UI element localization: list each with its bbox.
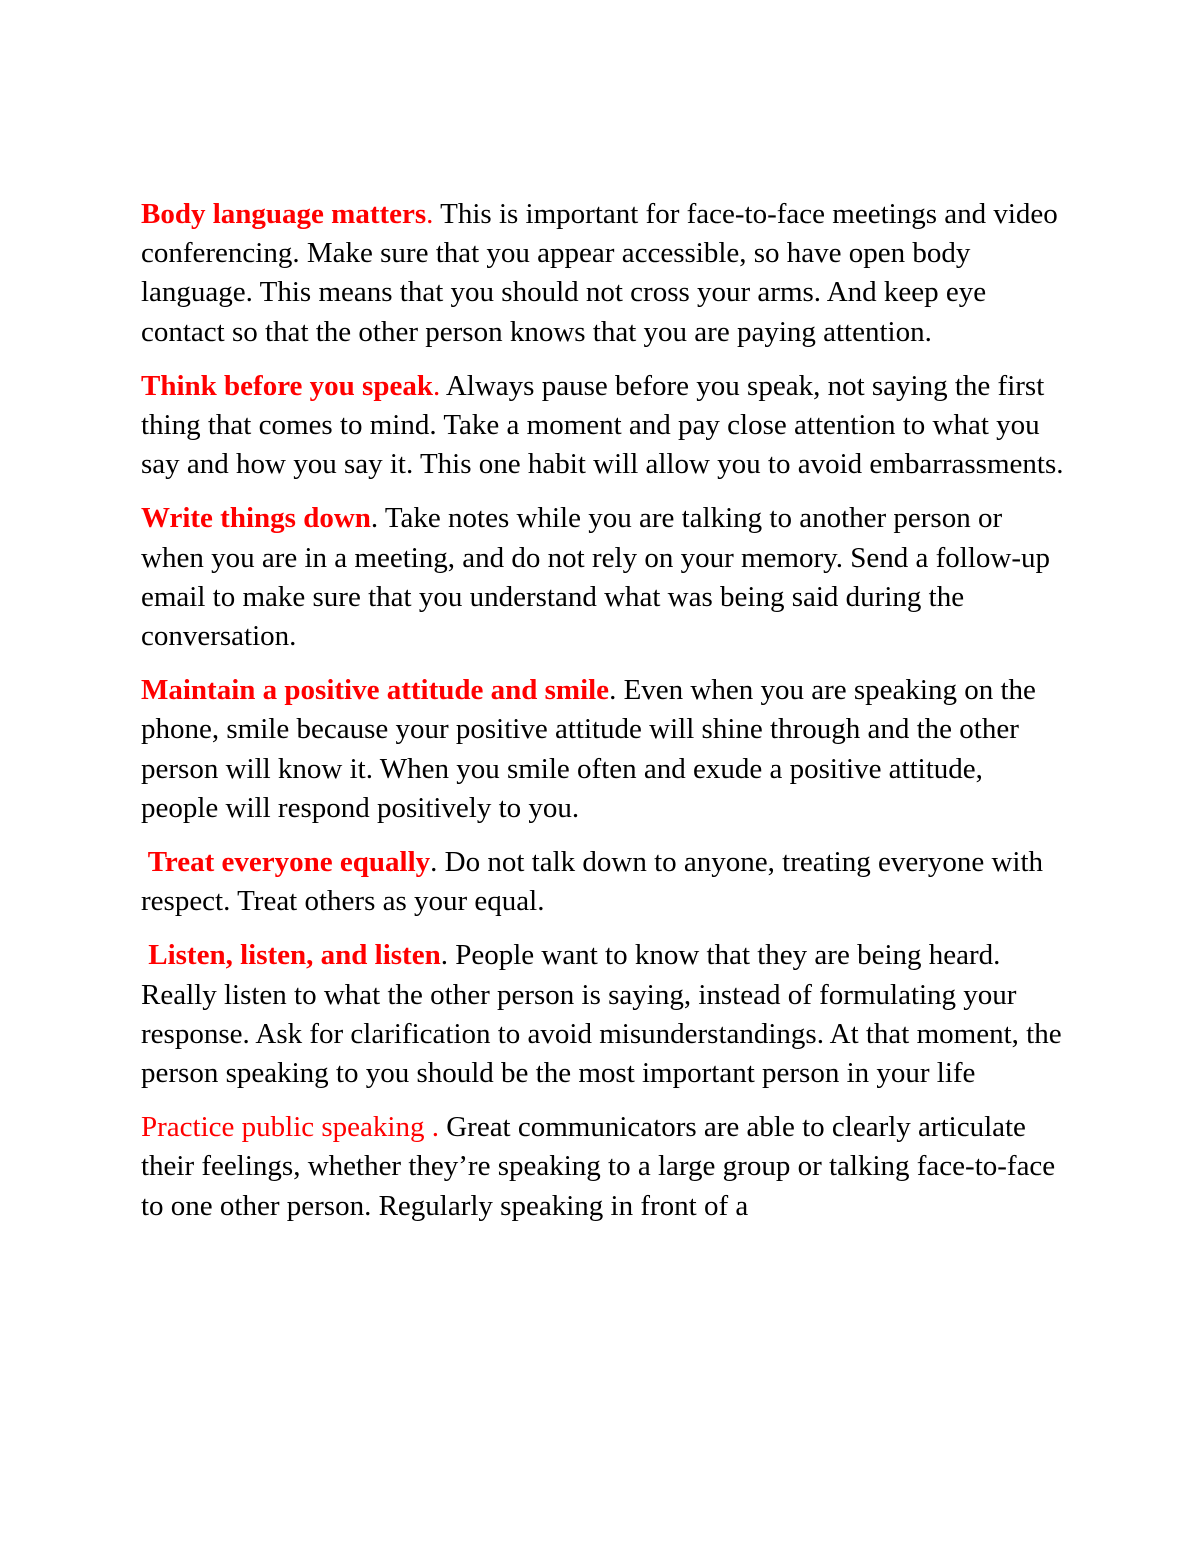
paragraph-heading: Listen, listen, and listen bbox=[141, 939, 441, 972]
paragraph-heading: Treat everyone equally bbox=[141, 846, 431, 879]
paragraph-body-language bbox=[141, 195, 1066, 352]
paragraph-heading: Maintain a positive attitude and smile bbox=[141, 674, 610, 707]
paragraph-text: Great communicators are able to clearly articulate their feelings, whether they’re speaking to a large group or talking face-to-face to one other person. Regularly speaking in front of a bbox=[141, 1111, 1056, 1222]
paragraph-positive-attitude bbox=[141, 671, 1066, 828]
paragraph-write-things-down bbox=[141, 499, 1066, 656]
paragraph-text: . Even when you are speaking on the phone, smile because your positive attitude will shine through and the other person will know it. When you smile often and exude a positive attitude, people will respond positively to you. bbox=[141, 674, 1036, 824]
paragraph-heading: Write things down bbox=[141, 502, 371, 535]
paragraph-treat-everyone-equally bbox=[141, 843, 1066, 921]
paragraph-text: This is important for face-to-face meetings and video conferencing. Make sure that you appear accessible, so have open body language. This means that you should not cross your arms. And keep eye contact so that the other person knows that you are paying attention. bbox=[141, 198, 1058, 348]
paragraph-public-speaking bbox=[141, 1108, 1066, 1226]
paragraph-text: . People want to know that they are being heard. Really listen to what the other person is saying, instead of formulating your response. Ask for clarification to avoid misunderstandings. At that moment, the person speaking to you should be the most important person in your life bbox=[141, 939, 1062, 1090]
paragraph-heading: Practice public speaking . bbox=[141, 1111, 439, 1144]
document-body bbox=[141, 195, 1066, 1241]
paragraph-text: . Take notes while you are talking to another person or when you are in a meeting, and do not rely on your memory. Send a follow-up email to make sure that you understand what was being said during the conversation. bbox=[141, 502, 1050, 653]
paragraph-heading: Think before you speak bbox=[141, 369, 433, 402]
heading-punctuation: . bbox=[432, 369, 441, 402]
paragraph-text: Always pause before you speak, not saying the first thing that comes to mind. Take a moment and pay close attention to what you say and how you say it. This one habit will allow you to avoid embarrassments. bbox=[141, 369, 1064, 481]
heading-punctuation: . bbox=[426, 198, 434, 230]
paragraph-heading: Body language matters bbox=[141, 198, 427, 230]
paragraph-think-before-speak bbox=[141, 367, 1066, 485]
paragraph-text: . Do not talk down to anyone, treating everyone with respect. Treat others as your equal. bbox=[141, 846, 1044, 918]
paragraph-listen bbox=[141, 936, 1066, 1093]
